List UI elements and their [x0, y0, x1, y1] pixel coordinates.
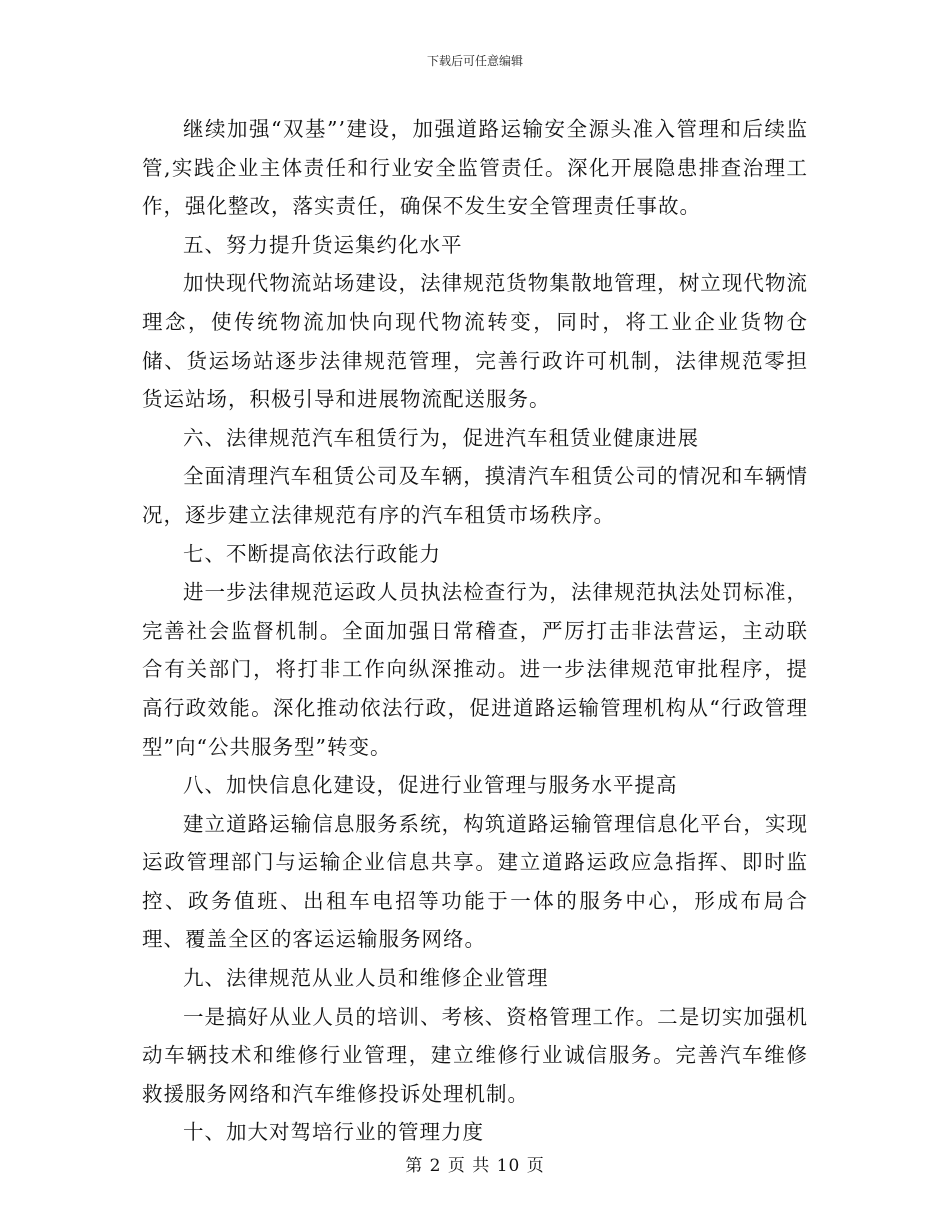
heading-section-5: 五、努力提升货运集约化水平 [183, 232, 463, 257]
document-body [142, 110, 808, 1152]
paragraph-logistics: 加快现代物流站场建设，法律规范货物集散地管理，树立现代物流理念，使传统物流加快向现代物流转变，同时，将工业企业货物仓储、货运场站逐步法律规范管理，完善行政许可机制，法律规范零担货运站场，积极引导和进展物流配送服务。 [142, 271, 808, 412]
heading-section-10: 十、加大对驾培行业的管理力度 [183, 1120, 484, 1145]
page-number: 第 2 页 共 10 页 [405, 1156, 545, 1176]
page-header: 下载后可任意编辑 [426, 54, 523, 68]
heading-section-6: 六、法律规范汽车租赁行为，促进汽车租赁业健康进展 [183, 425, 699, 450]
paragraph-informatization: 建立道路运输信息服务系统，构筑道路运输管理信息化平台，实现运政管理部门与运输企业信息共享。建立道路运政应急指挥、即时监控、政务值班、出租车电招等功能于一体的服务中心，形成布局合理、覆盖全区的客运运输服务网络。 [142, 811, 808, 952]
heading-section-8: 八、加快信息化建设，促进行业管理与服务水平提高 [183, 773, 678, 798]
paragraph-car-rental: 全面清理汽车租赁公司及车辆，摸清汽车租赁公司的情况和车辆情况，逐步建立法律规范有序的汽车租赁市场秩序。 [142, 464, 808, 527]
paragraph-administration: 进一步法律规范运政人员执法检查行为，法律规范执法处罚标准，完善社会监督机制。全面加强日常稽查，严厉打击非法营运，主动联合有关部门，将打非工作向纵深推动。进一步法律规范审批程序，提高行政效能。深化推动依法行政，促进道路运输管理机构从“行政管理型”向“公共服务型”转变。 [142, 580, 808, 759]
heading-section-9: 九、法律规范从业人员和维修企业管理 [183, 966, 549, 991]
paragraph-personnel-repair: 一是搞好从业人员的培训、考核、资格管理工作。二是切实加强机动车辆技术和维修行业管理，建立维修行业诚信服务。完善汽车维修救援服务网络和汽车维修投诉处理机制。 [142, 1004, 808, 1106]
heading-section-7: 七、不断提高依法行政能力 [183, 541, 441, 566]
paragraph-double-basis: 继续加强“双基”’建设，加强道路运输安全源头准入管理和后续监管,实践企业主体责任和行业安全监管责任。深化开展隐患排查治理工作，强化整改，落实责任，确保不发生安全管理责任事故。 [142, 117, 808, 219]
